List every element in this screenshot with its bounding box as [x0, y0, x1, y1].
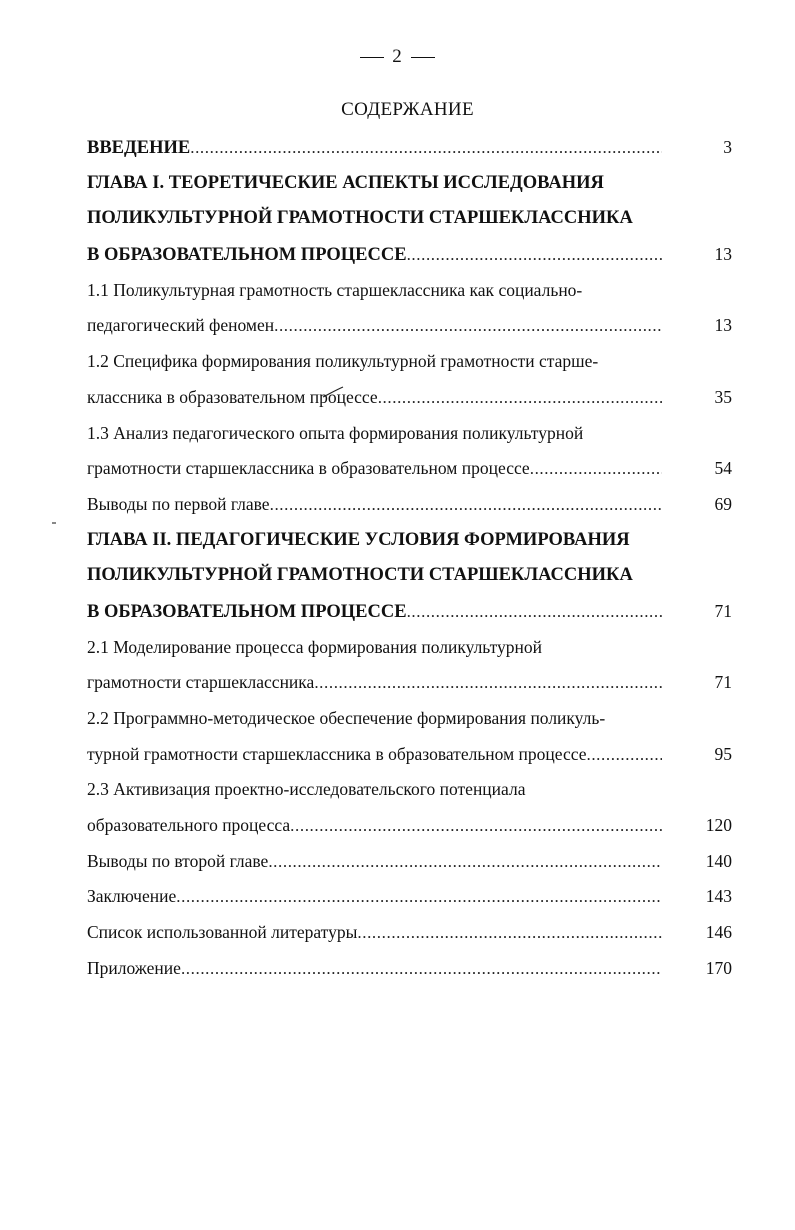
- toc-entry-app-line-1: [87, 951, 732, 987]
- toc-entry-ch1-line-1: [87, 166, 732, 202]
- toc-entry-text: Выводы по первой главе: [87, 493, 270, 514]
- toc-page-number: 35: [714, 386, 732, 407]
- dot-leader: [314, 665, 662, 701]
- toc-entry-text: 1.1 Поликультурная грамотность старшеклассника как социально-: [87, 279, 583, 300]
- toc-entry-s1-1-line-1: [87, 273, 732, 309]
- toc-entry-text: В ОБРАЗОВАТЕЛЬНОМ ПРОЦЕССЕ: [87, 245, 407, 266]
- toc-entry-text: педагогический феномен: [87, 315, 275, 336]
- toc-entry-text: Заключение: [87, 886, 177, 907]
- toc-page-number: 71: [714, 672, 732, 693]
- toc-entry-concl-line-1: [87, 879, 732, 915]
- toc-entry-text: Список использованной литературы: [87, 922, 358, 943]
- toc-entry-text: 1.2 Специфика формирования поликультурной грамотности старше-: [87, 351, 599, 372]
- toc-page-number: 69: [714, 493, 732, 514]
- dot-leader: [268, 844, 662, 880]
- toc-entry-c1-line-1: [87, 487, 732, 523]
- toc-entry-ch1-line-2: [87, 201, 732, 237]
- toc-entry-ch2-line-3: [87, 594, 732, 630]
- dot-leader: [530, 451, 662, 487]
- dot-leader: [407, 237, 662, 273]
- toc-entry-ch1-line-3: [87, 237, 732, 273]
- toc-entry-text: образовательного процесса: [87, 815, 291, 836]
- margin-mark: [52, 522, 56, 524]
- dot-leader: [407, 594, 662, 630]
- dash-left: [360, 57, 384, 58]
- toc-entry-s2-2-line-2: [87, 737, 732, 773]
- toc-entry-text: 2.3 Активизация проектно-исследовательского потенциала: [87, 779, 526, 800]
- table-of-contents: [87, 130, 732, 987]
- pen-mark: [322, 386, 344, 398]
- toc-entry-s1-2-line-2: [87, 380, 732, 416]
- toc-entry-text: В ОБРАЗОВАТЕЛЬНОМ ПРОЦЕССЕ: [87, 601, 407, 622]
- toc-entry-s1-3-line-2: [87, 451, 732, 487]
- dot-leader: [378, 380, 662, 416]
- toc-entry-ch2-line-1: [87, 523, 732, 559]
- dash-right: [411, 57, 435, 58]
- toc-entry-text: грамотности старшеклассника: [87, 672, 315, 693]
- toc-entry-c2-line-1: [87, 844, 732, 880]
- toc-entry-text: ГЛАВА I. ТЕОРЕТИЧЕСКИЕ АСПЕКТЫ ИССЛЕДОВАНИЯ: [87, 172, 604, 193]
- toc-page-number: 13: [714, 244, 732, 265]
- toc-page-number: 54: [714, 458, 732, 479]
- toc-page-number: 95: [714, 743, 732, 764]
- toc-entry-ch2-line-2: [87, 558, 732, 594]
- toc-entry-s2-1-line-1: [87, 630, 732, 666]
- toc-entry-text: 1.3 Анализ педагогического опыта формирования поликультурной: [87, 422, 584, 443]
- dot-leader: [274, 308, 662, 344]
- toc-entry-text: ВВЕДЕНИЕ: [87, 138, 191, 158]
- toc-entry-s2-1-line-2: [87, 665, 732, 701]
- dot-leader: [181, 951, 662, 987]
- dot-leader: [270, 487, 662, 523]
- toc-page-number: 120: [705, 815, 732, 836]
- toc-entry-s2-3-line-1: [87, 772, 732, 808]
- toc-entry-text: ПОЛИКУЛЬТУРНОЙ ГРАМОТНОСТИ СТАРШЕКЛАССНИКА: [87, 565, 633, 586]
- toc-entry-s1-2-line-1: [87, 344, 732, 380]
- toc-entry-text: 2.1 Моделирование процесса формирования поликультурной: [87, 636, 543, 657]
- dot-leader: [190, 130, 662, 166]
- toc-entry-s1-3-line-1: [87, 416, 732, 452]
- toc-entry-intro-line-1: [87, 130, 732, 166]
- page-number: [0, 46, 795, 68]
- dot-leader: [586, 737, 662, 773]
- toc-page-number: 143: [705, 886, 732, 907]
- page-number-value: 2: [392, 46, 403, 67]
- toc-entry-text: Приложение: [87, 957, 181, 978]
- toc-entry-refs-line-1: [87, 915, 732, 951]
- toc-entry-text: ПОЛИКУЛЬТУРНОЙ ГРАМОТНОСТИ СТАРШЕКЛАССНИКА: [87, 208, 633, 229]
- toc-entry-text: ГЛАВА II. ПЕДАГОГИЧЕСКИЕ УСЛОВИЯ ФОРМИРОВАНИЯ: [87, 529, 630, 550]
- toc-page-number: 146: [705, 922, 732, 943]
- toc-entry-text: 2.2 Программно-методическое обеспечение формирования поликуль-: [87, 708, 606, 728]
- dot-leader: [357, 915, 662, 951]
- toc-entry-text: грамотности старшеклассника в образовательном процессе: [87, 458, 530, 479]
- toc-page-number: 140: [705, 850, 732, 871]
- dot-leader: [176, 879, 662, 915]
- toc-entry-text: Выводы по второй главе: [87, 850, 269, 871]
- toc-title: СОДЕРЖАНИЕ: [341, 99, 474, 120]
- toc-page-number: 71: [714, 600, 732, 621]
- toc-page-number: 170: [705, 957, 732, 978]
- toc-page-number: 3: [723, 137, 732, 157]
- toc-entry-text: классника в образовательном процессе: [87, 386, 378, 407]
- toc-entry-s2-2-line-1: [87, 701, 732, 737]
- toc-page-number: 13: [714, 315, 732, 336]
- toc-entry-text: турной грамотности старшеклассника в образовательном процессе: [87, 743, 587, 764]
- toc-entry-s1-1-line-2: [87, 308, 732, 344]
- toc-entry-s2-3-line-2: [87, 808, 732, 844]
- dot-leader: [290, 808, 662, 844]
